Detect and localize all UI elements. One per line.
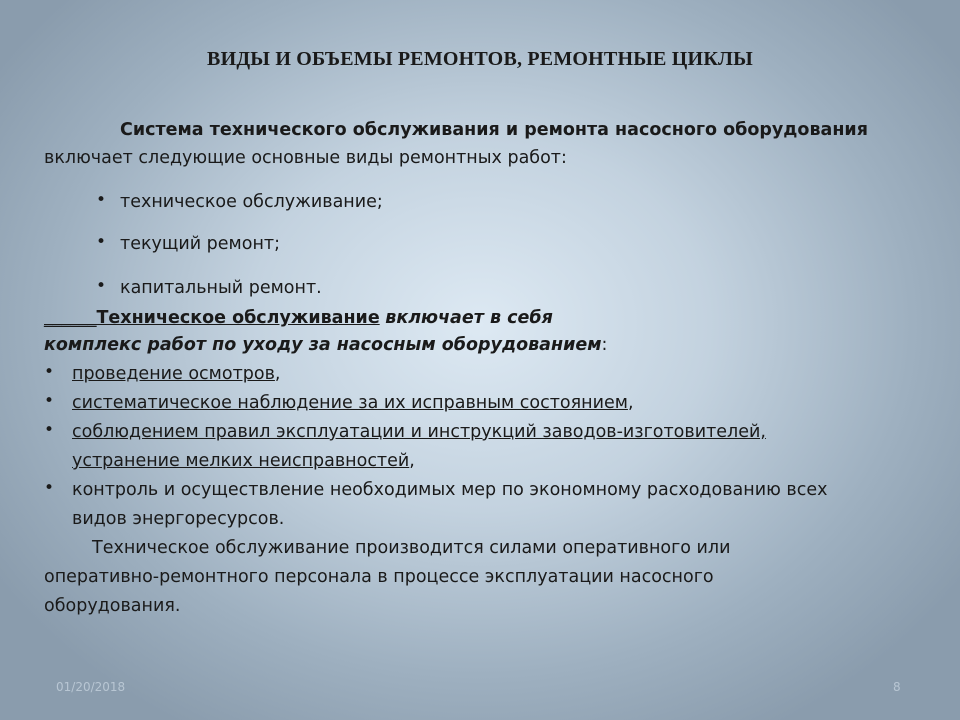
to-item-continuation: [72, 449, 415, 473]
to-item-text: соблюдением правил эксплуатации и инструкций заводов-изготовителей,: [72, 422, 766, 442]
closing-line: Техническое обслуживание производится силами оперативного или: [92, 538, 731, 558]
intro-line-2: [44, 146, 567, 170]
bullet-marker: •: [44, 420, 55, 440]
to-definition-italic: комплекс работ по уходу за насосным оборудованием: [44, 335, 602, 355]
slide-title: ВИДЫ И ОБЪЕМЫ РЕМОНТОВ, РЕМОНТНЫЕ ЦИКЛЫ: [207, 48, 753, 70]
to-verb: включает в себя: [385, 308, 553, 328]
repair-type-item: текущий ремонт;: [120, 234, 280, 254]
intro-line-1: [120, 118, 868, 142]
bullet-marker: •: [44, 391, 55, 411]
bullet-marker: •: [44, 478, 55, 498]
to-item-text-line2: устранение мелких неисправностей: [72, 451, 410, 471]
footer-date: 01/20/2018: [56, 680, 126, 694]
intro-rest: включает следующие основные виды ремонтных работ:: [44, 148, 567, 168]
bullet-marker: •: [96, 232, 107, 252]
to-blank: ______: [44, 308, 97, 328]
to-term: Техническое обслуживание: [96, 308, 380, 328]
to-item-text: систематическое наблюдение за их исправным состоянием: [72, 393, 628, 413]
to-item: контроль и осуществление необходимых мер по экономному расходованию всех: [72, 480, 828, 500]
to-item: [72, 362, 281, 386]
closing-line: оборудования.: [44, 596, 181, 616]
to-item: [72, 420, 766, 444]
to-item-suffix: ,: [409, 451, 415, 471]
repair-type-item: капитальный ремонт.: [120, 278, 322, 298]
to-item-text: проведение осмотров: [72, 364, 275, 384]
to-item-continuation: видов энергоресурсов.: [72, 509, 285, 529]
repair-type-item: техническое обслуживание;: [120, 192, 383, 212]
bullet-marker: •: [96, 190, 107, 210]
bullet-marker: •: [44, 362, 55, 382]
to-definition-line-1: [44, 306, 553, 330]
to-definition-colon: :: [601, 335, 608, 355]
footer-page-number: 8: [893, 680, 901, 694]
to-item: [72, 391, 634, 415]
closing-line: оперативно-ремонтного персонала в процессе эксплуатации насосного: [44, 567, 714, 587]
to-item-suffix: ,: [274, 364, 281, 384]
intro-bold: Система технического обслуживания и ремонта насосного оборудования: [120, 120, 868, 140]
to-definition-line-2: [44, 333, 607, 357]
bullet-marker: •: [96, 276, 107, 296]
to-item-suffix: ,: [627, 393, 634, 413]
